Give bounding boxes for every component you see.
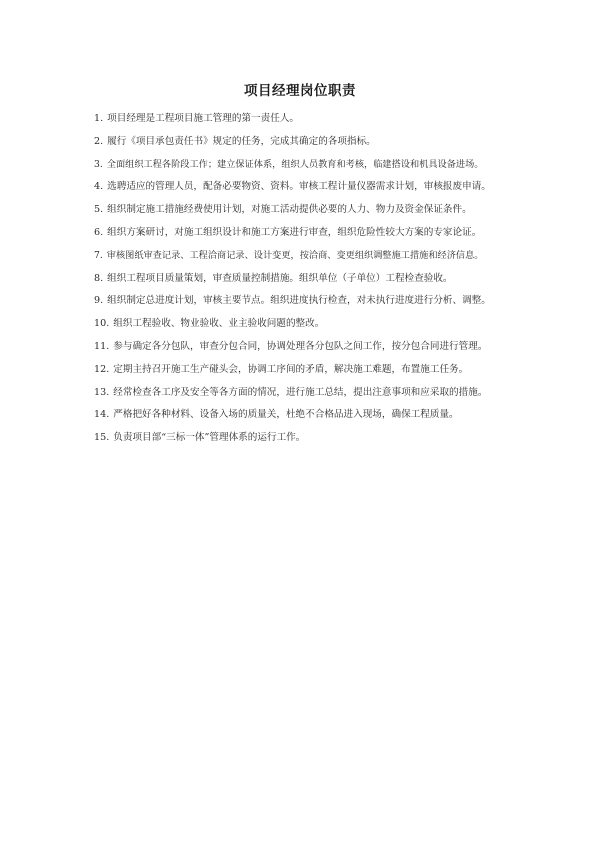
duty-item-10	[94, 316, 574, 339]
duty-item-7	[94, 248, 574, 271]
duty-item-text: 选聘适应的管理人员，配备必要物资、资料。审核工程计量仪器需求计划，审核报废申请。	[107, 181, 491, 193]
duty-item-12	[94, 362, 574, 385]
duty-list	[94, 111, 574, 453]
duty-item-number: 3.	[94, 158, 103, 170]
duty-item-number: 6.	[94, 226, 104, 238]
duty-item-1	[94, 111, 574, 134]
duty-item-text: 负责项目部“三标一体”管理体系的运行工作。	[113, 432, 306, 444]
duty-item-number: 5.	[94, 204, 104, 216]
duty-item-text: 审核图纸审查记录、工程洽商记录、设计变更，按洽商、变更组织调整施工措施和经济信息。	[106, 249, 484, 261]
duty-item-text: 经常检查各工序及安全等各方面的情况，进行施工总结，提出注意事项和应采取的措施。	[113, 386, 488, 398]
duty-item-text: 定期主持召开施工生产碰头会，协调工序间的矛盾，解决施工难题，布置施工任务。	[113, 363, 469, 375]
duty-item-number: 11.	[94, 340, 110, 352]
duty-item-8	[94, 271, 574, 294]
duty-item-text: 履行《项目承包责任书》规定的任务，完成其确定的各项指标。	[107, 135, 376, 147]
duty-item-number: 7.	[94, 249, 103, 261]
duty-item-4	[94, 179, 574, 202]
duty-item-number: 14.	[94, 409, 110, 421]
duty-item-6	[94, 225, 574, 248]
duty-item-3	[94, 157, 574, 180]
duty-item-number: 2.	[94, 135, 104, 147]
document-title: 项目经理岗位职责	[244, 83, 356, 99]
duty-item-14	[94, 407, 574, 430]
duty-item-13	[94, 385, 574, 408]
duty-item-text: 严格把好各种材料、设备入场的质量关，杜绝不合格品进入现场，确保工程质量。	[113, 409, 459, 421]
duty-item-number: 12.	[94, 363, 110, 375]
duty-item-2	[94, 134, 574, 157]
duty-item-text: 组织工程验收、物业验收、业主验收问题的整改。	[113, 318, 325, 330]
duty-item-text: 全面组织工程各阶段工作；建立保证体系，组织人员教育和考核，临建搭设和机具设备进场。	[106, 158, 484, 170]
duty-item-5	[94, 202, 574, 225]
duty-item-number: 1.	[94, 113, 104, 124]
duty-item-11	[94, 339, 574, 362]
duty-item-number: 13.	[94, 386, 110, 398]
duty-item-text: 组织方案研讨，对施工组织设计和施工方案进行审查，组织危险性较大方案的专家论证。	[107, 226, 482, 238]
duty-item-number: 10.	[94, 318, 110, 330]
duty-item-text: 项目经理是工程项目施工管理的第一责任人。	[107, 113, 300, 124]
duty-item-text: 参与确定各分包队，审查分包合同，协调处理各分包队之间工作，按分包合同进行管理。	[113, 340, 488, 352]
duty-item-text: 组织制定总进度计划，审核主要节点。组织进度执行检查，对未执行进度进行分析、调整。	[107, 295, 491, 307]
duty-item-number: 8.	[94, 272, 104, 284]
duty-item-15	[94, 430, 574, 453]
duty-item-9	[94, 293, 574, 316]
duty-item-number: 15.	[94, 432, 110, 444]
duty-item-text: 组织制定施工措施经费使用计划，对施工活动提供必要的人力、物力及资金保证条件。	[107, 204, 472, 216]
duty-item-number: 9.	[94, 295, 104, 307]
duty-item-number: 4.	[94, 181, 104, 193]
duty-item-text: 组织工程项目质量策划，审查质量控制措施。组织单位（子单位）工程检查验收。	[107, 272, 453, 284]
